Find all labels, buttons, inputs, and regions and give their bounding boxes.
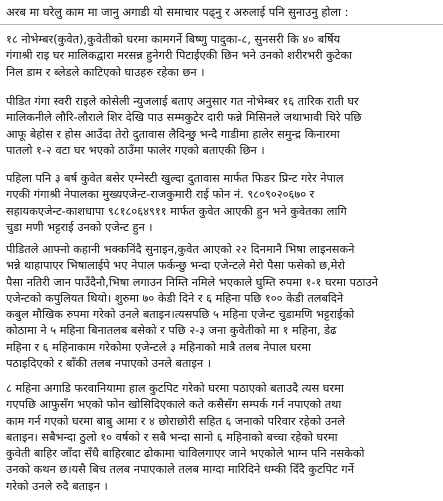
paragraph-line: पीडित गंगा स्वरी राइले कोसेली न्युजलाई बताए अनुसार गत नोभेम्बर १६ तारिक राती घर — [6, 95, 359, 108]
separator-line — [0, 24, 443, 25]
paragraph-line: पहिला पनि ३ बर्ष कुवेत बसेर एम्नेस्टी खुल्दा दुतावास मार्फत फिङर प्रिन्ट गरेर नेपाल — [6, 172, 344, 185]
paragraph-line: १८ नोभेम्बर(कुवेत),कुवेतीको घरमा कामगर्ने बिष्णु पादुका-८, सुनसरी कि ४० बर्षिय — [6, 33, 341, 46]
paragraph-line: भन्ने थाहापाएर भिषालाईपे भए नेपाल फर्कन्छु भन्दा एजेन्टले मेरो पैसा फसेको छ,मेरो — [6, 259, 345, 273]
paragraph-line: ८ महिना अगाडि फरवानियामा हाल कुटपिट गरेको घरमा पठाएको बताउदै त्यस घरमा — [6, 382, 344, 395]
paragraph-line: कबुल मौखिक रुपमा गरेको उनले बताइन।त्यसपछि ५ महिना एजेन्ट चुडामणि भट्टराईको — [6, 308, 355, 322]
paragraph-line: पैसा नतिरी जान पाउँदैनौ,भिषा लगाउन निम्ति नमिले भएकाले घुम्ति रुपमा १-१ घरमा पठाउने — [6, 275, 378, 289]
paragraph-1 — [0, 32, 443, 81]
paragraph-line: एजेन्टको कपुलियत थियो। शुरुमा ७० केडी दिने र ६ महिना पछि १०० केडी तलबदिने — [6, 291, 344, 305]
paragraph-line: सहायकएजेन्ट-काशधापा ९८१८०६४९११ मार्फत कुवेत आएकी हुन भने कुवेतका लागि — [6, 204, 347, 218]
paragraph-line: गंगाश्री राइ घर मालिकद्वारा मरसन्न हुनेगरी पिटाईएकी छिन भने उनको शरीरभरी कुटेका — [6, 49, 353, 63]
paragraph-line: पीडितले आफ्नो कहानी भक्कनिंदै सुनाइन,कुवेत आएको २२ दिनमानै भिषा लाइनसकने — [6, 243, 355, 256]
paragraph-line: मालिकनीले लौरि-लौराले शिर देखि पाउ सम्मकुटेर दारी फन्ने मिसिनले जथाभावी चिरे पछि — [6, 111, 362, 125]
paragraph-3 — [0, 171, 443, 236]
paragraph-line: कोठामा ने ५ महिना बिनातलब बसेको र पछि २-३ जना कुवेतीको मा १ महिना, डेढ — [6, 324, 337, 338]
paragraph-line: आफू बेहोस र होस आउँदा तेरो दुतावास लैदिन्छु भन्दै गाडीमा हालेर समुन्द्र किनारमा — [6, 127, 340, 141]
paragraph-line: गएकी गंगाश्री नेपालका मुख्यएजेन्ट-राजकुमारी राई फोन नं. ९८०९०२०६७० र — [6, 188, 315, 202]
paragraph-line: उनको कथन छ।यसै बिच तलब नपाएकाले तलब माग्दा मारिदिने धम्की दिँदै कुटपिट गर्ने — [6, 463, 354, 477]
paragraph-2 — [0, 94, 443, 159]
paragraph-line: गएपछि आफुसँग भएको फोन खोसिदिएकाले कते कसैसँग सम्पर्क गर्न नपाएको तथा — [6, 398, 342, 412]
paragraph-4 — [0, 242, 443, 372]
paragraph-line: काम गर्न गएको घरमा बाबु आमा र ४ छोराछोरी सहित ६ जनाको परिवार रहेको उनले — [6, 414, 345, 428]
paragraph-line: कुवेती बाहिर जाँदा सँधै बाहिरबाट ढोकामा चाविलगाएर जाने भएकोले भाग्न पनि नसकेको — [6, 447, 365, 461]
paragraph-5 — [0, 381, 443, 495]
paragraph-line: बताइन। सबैभन्दा ठुलो १० वर्षको र सबै भन्दा सानो ६ महिनाको बच्चा रहेको घरमा — [6, 430, 338, 444]
intro-line: अरब मा घरेलु काम मा जानु अगाडी यो समाचार पढ्नु र अरुलाई पनि सुनाउनु होला : — [6, 5, 349, 19]
paragraph-line: पठाइदिएको र बाँकी तलब नपाएको उनले बताइन । — [6, 357, 212, 371]
paragraph-line: महिना र ६ महिनाकाम गरेकोमा एजेन्टले ३ महिनाको मात्रै तलब नेपाल घरमा — [6, 340, 311, 354]
paragraph-line: पातलो १-२ वटा घर भएको ठाउँमा फालेर गएको बताएकी छिन । — [6, 143, 265, 157]
paragraph-line: चुडा मणी भट्टराई उनको एजेन्ट हुन । — [6, 220, 153, 234]
paragraph-line: निल डाम र ब्लेडले काटिएको घाउहरु रहेका छन । — [6, 65, 205, 79]
paragraph-line: गरेको उनले रुदै बताइन । — [6, 479, 108, 493]
